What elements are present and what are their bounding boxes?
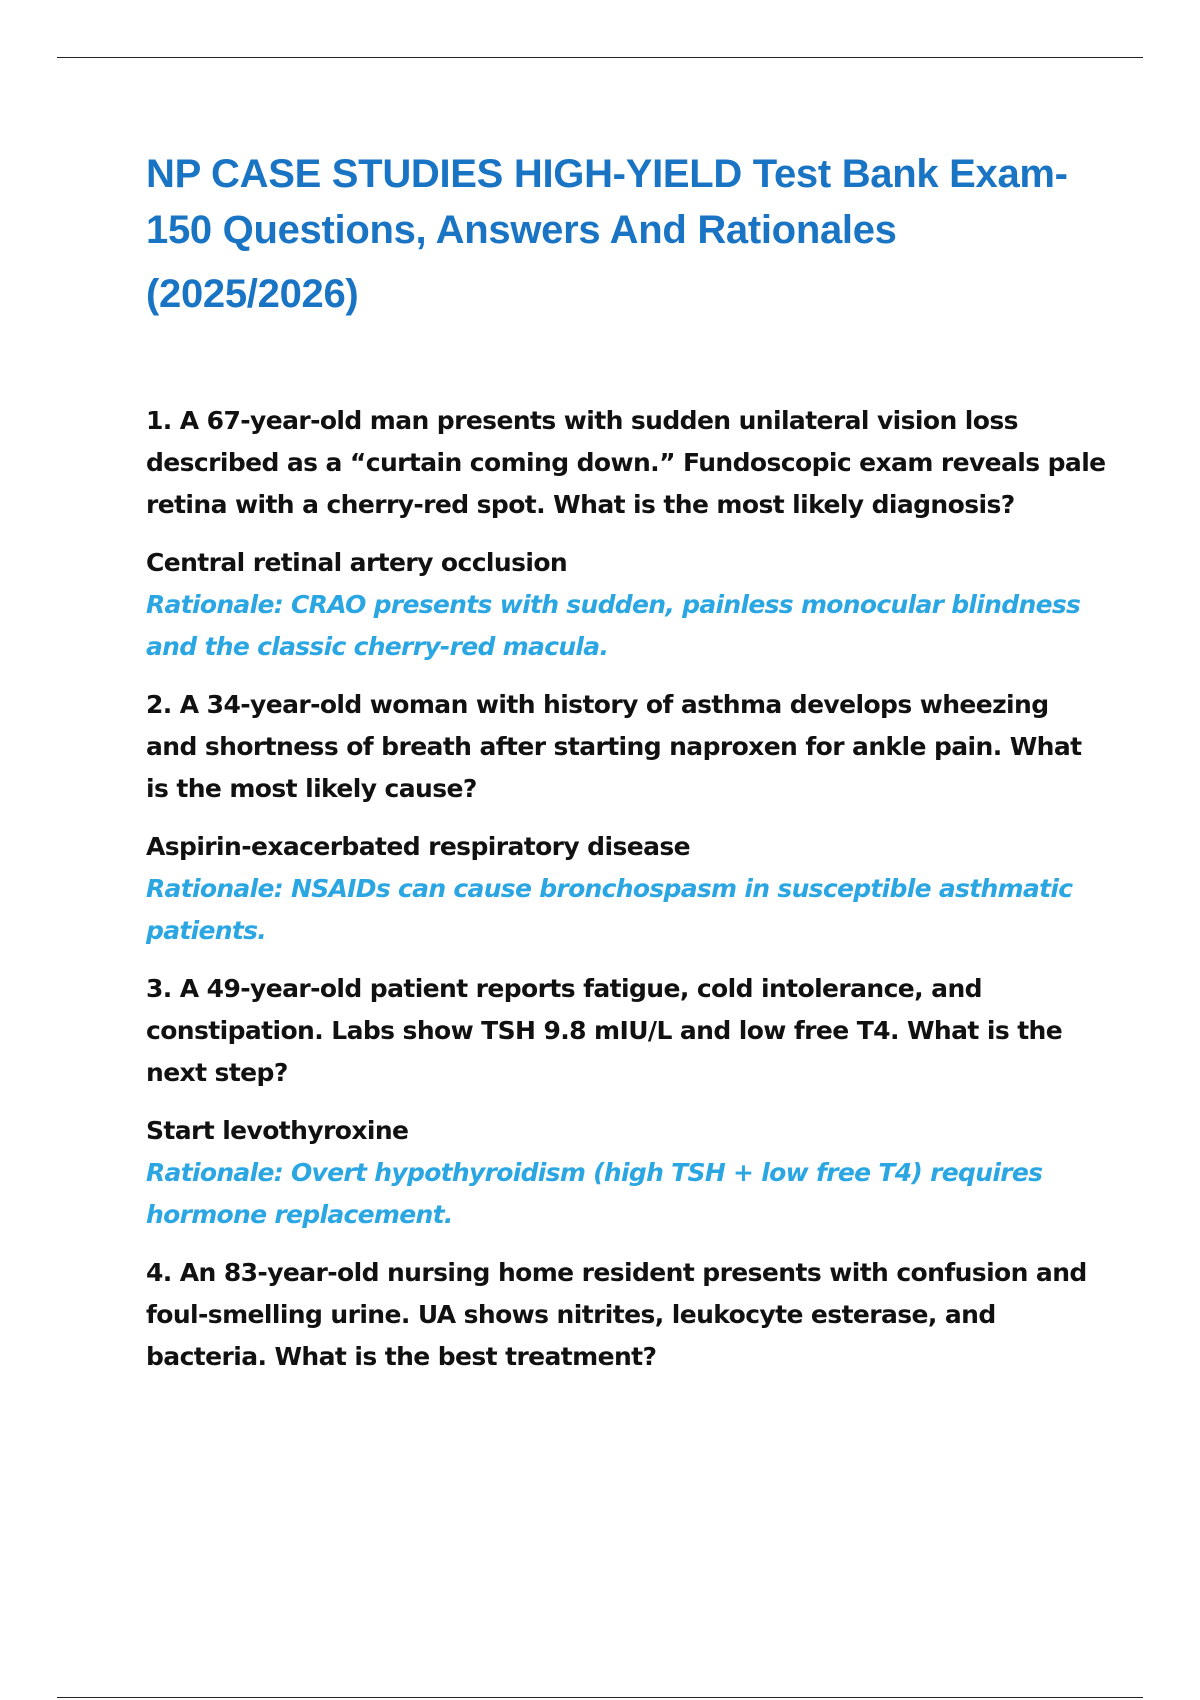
answer-text: Aspirin-exacerbated respiratory disease [146,832,690,861]
document-title: NP CASE STUDIES HIGH-YIELD Test Bank Exam-150 Questions, Answers And Rationales [146,152,1068,252]
top-rule [57,57,1143,58]
rationale-text: Rationale: CRAO presents with sudden, painless monocular blindness and the classic cherry-red macula. [146,590,1081,661]
question-text: 3. A 49-year-old patient reports fatigue, cold intolerance, and constipation. Labs show TSH 9.8 mIU/L and low free T4. What is the next step? [146,974,1063,1087]
question-item-4 [146,1252,1106,1378]
document-year: (2025/2026) [146,272,359,316]
answer-text: Central retinal artery occlusion [146,548,568,577]
question-list [146,400,1106,1378]
question-item-1 [146,400,1106,668]
bottom-rule [57,1697,1143,1698]
question-text: 1. A 67-year-old man presents with sudden unilateral vision loss described as a “curtain coming down.” Fundoscopic exam reveals pale retina with a cherry-red spot. What is the most likely diagnosis? [146,406,1106,519]
question-item-2 [146,684,1106,952]
rationale-text: Rationale: Overt hypothyroidism (high TSH + low free T4) requires hormone replacement. [146,1158,1043,1229]
answer-text: Start levothyroxine [146,1116,409,1145]
question-text: 2. A 34-year-old woman with history of asthma develops wheezing and shortness of breath after starting naproxen for ankle pain. What is the most likely cause? [146,690,1082,803]
question-text: 4. An 83-year-old nursing home resident presents with confusion and foul-smelling urine. UA shows nitrites, leukocyte esterase, and bacteria. What is the best treatment? [146,1258,1087,1371]
rationale-text: Rationale: NSAIDs can cause bronchospasm in susceptible asthmatic patients. [146,874,1073,945]
question-item-3 [146,968,1106,1236]
page-content [146,146,1106,1394]
